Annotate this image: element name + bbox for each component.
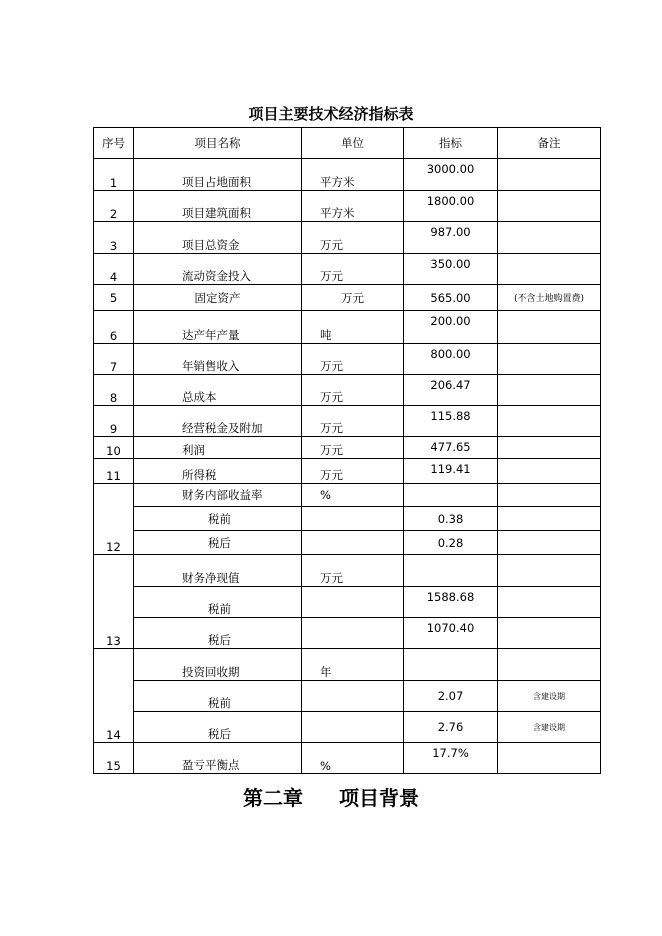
row-sub-label: 税前: [134, 587, 302, 618]
row-value: 0.38: [404, 507, 498, 531]
row-no: 8: [94, 375, 134, 406]
table-row: [94, 649, 601, 681]
row-sub-label: 税前: [134, 507, 302, 531]
row-note: [498, 311, 601, 344]
row-value: 1800.00: [404, 191, 498, 222]
table-row: [94, 531, 601, 555]
row-value: 477.65: [404, 437, 498, 459]
row-unit: 万元: [302, 437, 404, 459]
row-no: 11: [94, 459, 134, 484]
row-note: [498, 191, 601, 222]
row-value: 2.76: [404, 712, 498, 743]
row-note: [498, 437, 601, 459]
row-name: 投资回收期: [134, 649, 302, 681]
row-unit: 万元: [302, 344, 404, 375]
row-name: 固定资产: [134, 285, 302, 311]
row-value: 350.00: [404, 254, 498, 285]
row-value: 0.28: [404, 531, 498, 555]
row-unit: 万元: [302, 406, 404, 437]
table-row: [94, 254, 601, 285]
header-unit: 单位: [302, 128, 404, 159]
table-row: [94, 344, 601, 375]
table-row: [94, 437, 601, 459]
table-row: [94, 375, 601, 406]
row-no: 3: [94, 222, 134, 254]
row-note: (不含土地购置费): [498, 285, 601, 311]
row-name: 财务内部收益率: [134, 484, 302, 507]
row-no: 10: [94, 437, 134, 459]
chapter-heading: [0, 782, 662, 811]
row-value: 3000.00: [404, 159, 498, 191]
row-no: 13: [94, 555, 134, 649]
row-no: 6: [94, 311, 134, 344]
row-unit: 平方米: [302, 191, 404, 222]
chapter-number: 第二章: [243, 786, 303, 810]
header-note: 备注: [498, 128, 601, 159]
table-title: 项目主要技术经济指标表: [248, 105, 414, 123]
row-value: 1588.68: [404, 587, 498, 618]
row-no: 4: [94, 254, 134, 285]
row-unit: %: [302, 743, 404, 774]
row-name: 利润: [134, 437, 302, 459]
table-row: [94, 222, 601, 254]
row-value: 800.00: [404, 344, 498, 375]
row-note: [498, 222, 601, 254]
row-name: 项目建筑面积: [134, 191, 302, 222]
row-name: 财务净现值: [134, 555, 302, 587]
row-unit: %: [302, 484, 404, 507]
row-note: 含建设期: [498, 712, 601, 743]
row-note: [498, 159, 601, 191]
table-row: [94, 484, 601, 507]
row-unit: 万元: [302, 375, 404, 406]
row-note: [498, 459, 601, 484]
row-value: 987.00: [404, 222, 498, 254]
header-no: 序号: [94, 128, 134, 159]
row-sub-label: 税前: [134, 681, 302, 712]
row-value: 206.47: [404, 375, 498, 406]
row-note: [498, 344, 601, 375]
row-name: 总成本: [134, 375, 302, 406]
row-value: 565.00: [404, 285, 498, 311]
header-value: 指标: [404, 128, 498, 159]
row-value: 115.88: [404, 406, 498, 437]
table-row: [94, 159, 601, 191]
row-value: 119.41: [404, 459, 498, 484]
row-name: 年销售收入: [134, 344, 302, 375]
row-name: 达产年产量: [134, 311, 302, 344]
table-row: [94, 285, 601, 311]
header-name: 项目名称: [134, 128, 302, 159]
indicator-table: [93, 127, 601, 774]
row-no: 5: [94, 285, 134, 311]
row-no: 1: [94, 159, 134, 191]
row-value: 17.7%: [404, 743, 498, 774]
row-no: 2: [94, 191, 134, 222]
row-no: 15: [94, 743, 134, 774]
table-row: [94, 507, 601, 531]
row-unit: 万元: [302, 555, 404, 587]
row-note: 含建设期: [498, 681, 601, 712]
row-unit: 万元: [302, 285, 404, 311]
table-row: [94, 459, 601, 484]
table-row: [94, 587, 601, 618]
row-sub-label: 税后: [134, 618, 302, 649]
row-sub-label: 税后: [134, 531, 302, 555]
table-row: [94, 712, 601, 743]
row-value: 200.00: [404, 311, 498, 344]
row-unit: 吨: [302, 311, 404, 344]
table-row: [94, 743, 601, 774]
row-sub-label: 税后: [134, 712, 302, 743]
row-note: [498, 375, 601, 406]
row-unit: 万元: [302, 222, 404, 254]
row-value: 1070.40: [404, 618, 498, 649]
table-row: [94, 406, 601, 437]
row-name: 项目占地面积: [134, 159, 302, 191]
row-no: 7: [94, 344, 134, 375]
row-name: 所得税: [134, 459, 302, 484]
row-value: 2.07: [404, 681, 498, 712]
row-unit: 平方米: [302, 159, 404, 191]
row-name: 流动资金投入: [134, 254, 302, 285]
table-row: [94, 191, 601, 222]
row-note: [498, 254, 601, 285]
row-unit: 万元: [302, 459, 404, 484]
row-unit: 年: [302, 649, 404, 681]
row-no: 12: [94, 484, 134, 555]
chapter-title: 项目背景: [339, 786, 419, 810]
row-no: 9: [94, 406, 134, 437]
row-note: [498, 406, 601, 437]
table-row: [94, 618, 601, 649]
table-row: [94, 555, 601, 587]
row-no: 14: [94, 649, 134, 743]
row-name: 经营税金及附加: [134, 406, 302, 437]
table-row: [94, 681, 601, 712]
row-name: 项目总资金: [134, 222, 302, 254]
row-unit: 万元: [302, 254, 404, 285]
row-note: [498, 743, 601, 774]
table-header-row: [94, 128, 601, 159]
row-name: 盈亏平衡点: [134, 743, 302, 774]
table-row: [94, 311, 601, 344]
